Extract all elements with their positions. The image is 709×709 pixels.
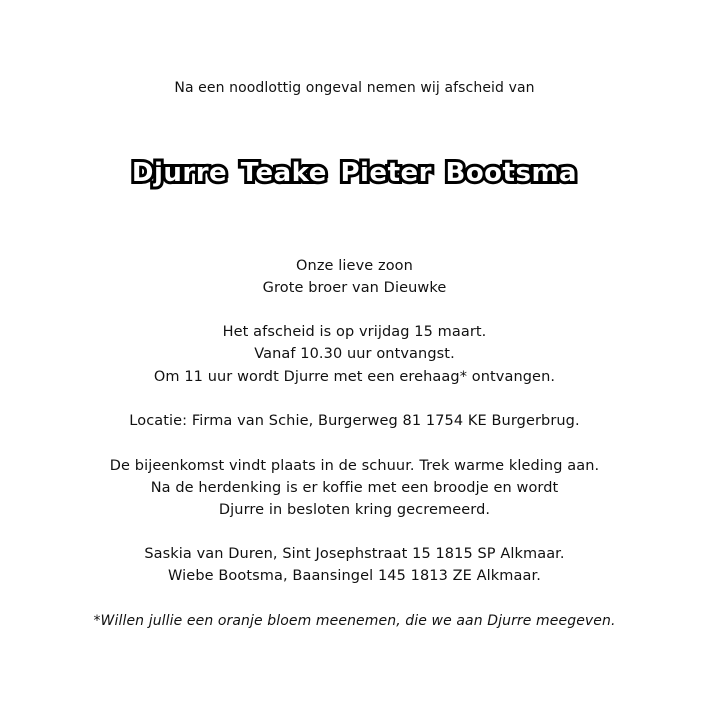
location-text: Locatie: Firma van Schie, Burgerweg 81 1754 KE Burgerbrug. bbox=[129, 413, 580, 429]
ceremony-date: Het afscheid is op vrijdag 15 maart. bbox=[222, 324, 487, 340]
intro-text: Na een noodlottig ongeval nemen wij afscheid van bbox=[174, 80, 535, 96]
deceased-name: Djurre Teake Pieter Bootsma bbox=[131, 158, 578, 188]
ceremony-reception: Vanaf 10.30 uur ontvangst. bbox=[254, 346, 455, 362]
family-line-brother: Grote broer van Dieuwke bbox=[262, 280, 447, 296]
gathering-line-3: Djurre in besloten kring gecremeerd. bbox=[218, 502, 491, 518]
address-wiebe: Wiebe Bootsma, Baansingel 145 1813 ZE Alkmaar. bbox=[168, 568, 541, 584]
footnote-text: *Willen jullie een oranje bloem meenemen, die we aan Djurre meegeven. bbox=[93, 613, 616, 629]
address-saskia: Saskia van Duren, Sint Josephstraat 15 1815 SP Alkmaar. bbox=[144, 546, 565, 562]
family-line-son: Onze lieve zoon bbox=[296, 258, 413, 274]
ceremony-honor-guard: Om 11 uur wordt Djurre met een erehaag* ontvangen. bbox=[153, 369, 556, 385]
gathering-line-2: Na de herdenking is er koffie met een broodje en wordt bbox=[150, 480, 559, 496]
gathering-line-1: De bijeenkomst vindt plaats in de schuur. Trek warme kleding aan. bbox=[109, 458, 600, 474]
